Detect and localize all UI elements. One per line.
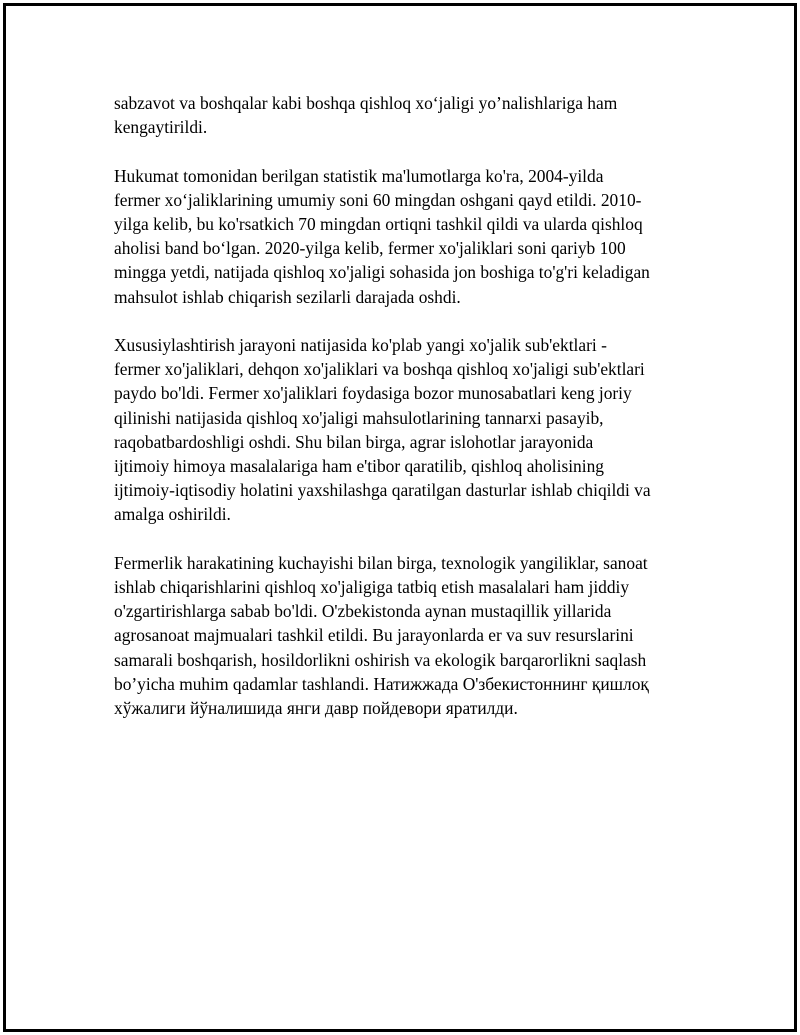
text-line: aholisi band bo‘lgan. 2020-yilga kelib, fermer xo'jaliklari soni qariyb 100 [114, 238, 626, 259]
text-line: sabzavot va boshqalar kabi boshqa qishloq xo‘jaligi yo’nalishlariga ham [114, 93, 618, 113]
paragraph-2 [114, 164, 694, 309]
paragraph-4 [114, 551, 694, 720]
text-line: хўжалиги йўналишида янги давр пойдевори яратилди. [114, 698, 518, 719]
text-line: fermer xo'jaliklari, dehqon xo'jaliklari va boshqa qishloq xo'jaligi sub'ektlari [114, 359, 645, 380]
text-line: yilga kelib, bu ko'rsatkich 70 mingdan ortiqni tashkil qildi va ularda qishloq [114, 214, 643, 234]
text-line: mahsulot ishlab chiqarish sezilarli darajada oshdi. [114, 286, 461, 307]
paragraph-3 [114, 333, 694, 527]
text-line: qilinishi natijasida qishloq xo'jaligi mahsulotlarining tannarxi pasayib, [114, 407, 604, 428]
text-line: ijtimoiy himoya masalalariga ham e'tibor qaratilib, qishloq aholisining [114, 456, 604, 477]
text-line: agrosanoat majmualari tashkil etildi. Bu jarayonlarda er va suv resurslarini [114, 625, 634, 646]
text-line: mingga yetdi, natijada qishloq xo'jaligi sohasida jon boshiga to'g'ri keladigan [114, 262, 650, 283]
text-line: Fermerlik harakatining kuchayishi bilan birga, texnologik yangiliklar, sanoat [114, 552, 648, 573]
document-body [114, 91, 694, 744]
text-line: bo’yicha muhim qadamlar tashlandi. Натижжада O'збекистоннинг қишлоқ [114, 673, 649, 694]
text-line: Hukumat tomonidan berilgan statistik ma'lumotlarga ko'ra, 2004-yilda [114, 165, 604, 186]
text-line: raqobatbardoshligi oshdi. Shu bilan birga, agrar islohotlar jarayonida [114, 431, 594, 452]
text-line: paydo bo'ldi. Fermer xo'jaliklari foydasiga bozor munosabatlari keng joriy [114, 383, 632, 404]
text-line: o'zgartirishlarga sabab bo'ldi. O'zbekistonda aynan mustaqillik yillarida [114, 601, 612, 622]
text-line: samarali boshqarish, hosildorlikni oshirish va ekologik barqarorlikni saqlash [114, 649, 647, 670]
text-line: ishlab chiqarishlarini qishloq xo'jaligiga tatbiq etish masalalari ham jiddiy [114, 577, 630, 598]
paragraph-1 [114, 91, 694, 139]
text-line: fermer xo‘jaliklarining umumiy soni 60 mingdan oshgani qayd etildi. 2010- [114, 189, 642, 210]
text-line: amalga oshirildi. [114, 504, 231, 525]
text-line: ijtimoiy-iqtisodiy holatini yaxshilashga qaratilgan dasturlar ishlab chiqildi va [114, 480, 651, 501]
text-line: kengaytirildi. [114, 117, 208, 138]
text-line: Xususiylashtirish jarayoni natijasida ko'plab yangi xo'jalik sub'ektlari - [114, 335, 607, 355]
